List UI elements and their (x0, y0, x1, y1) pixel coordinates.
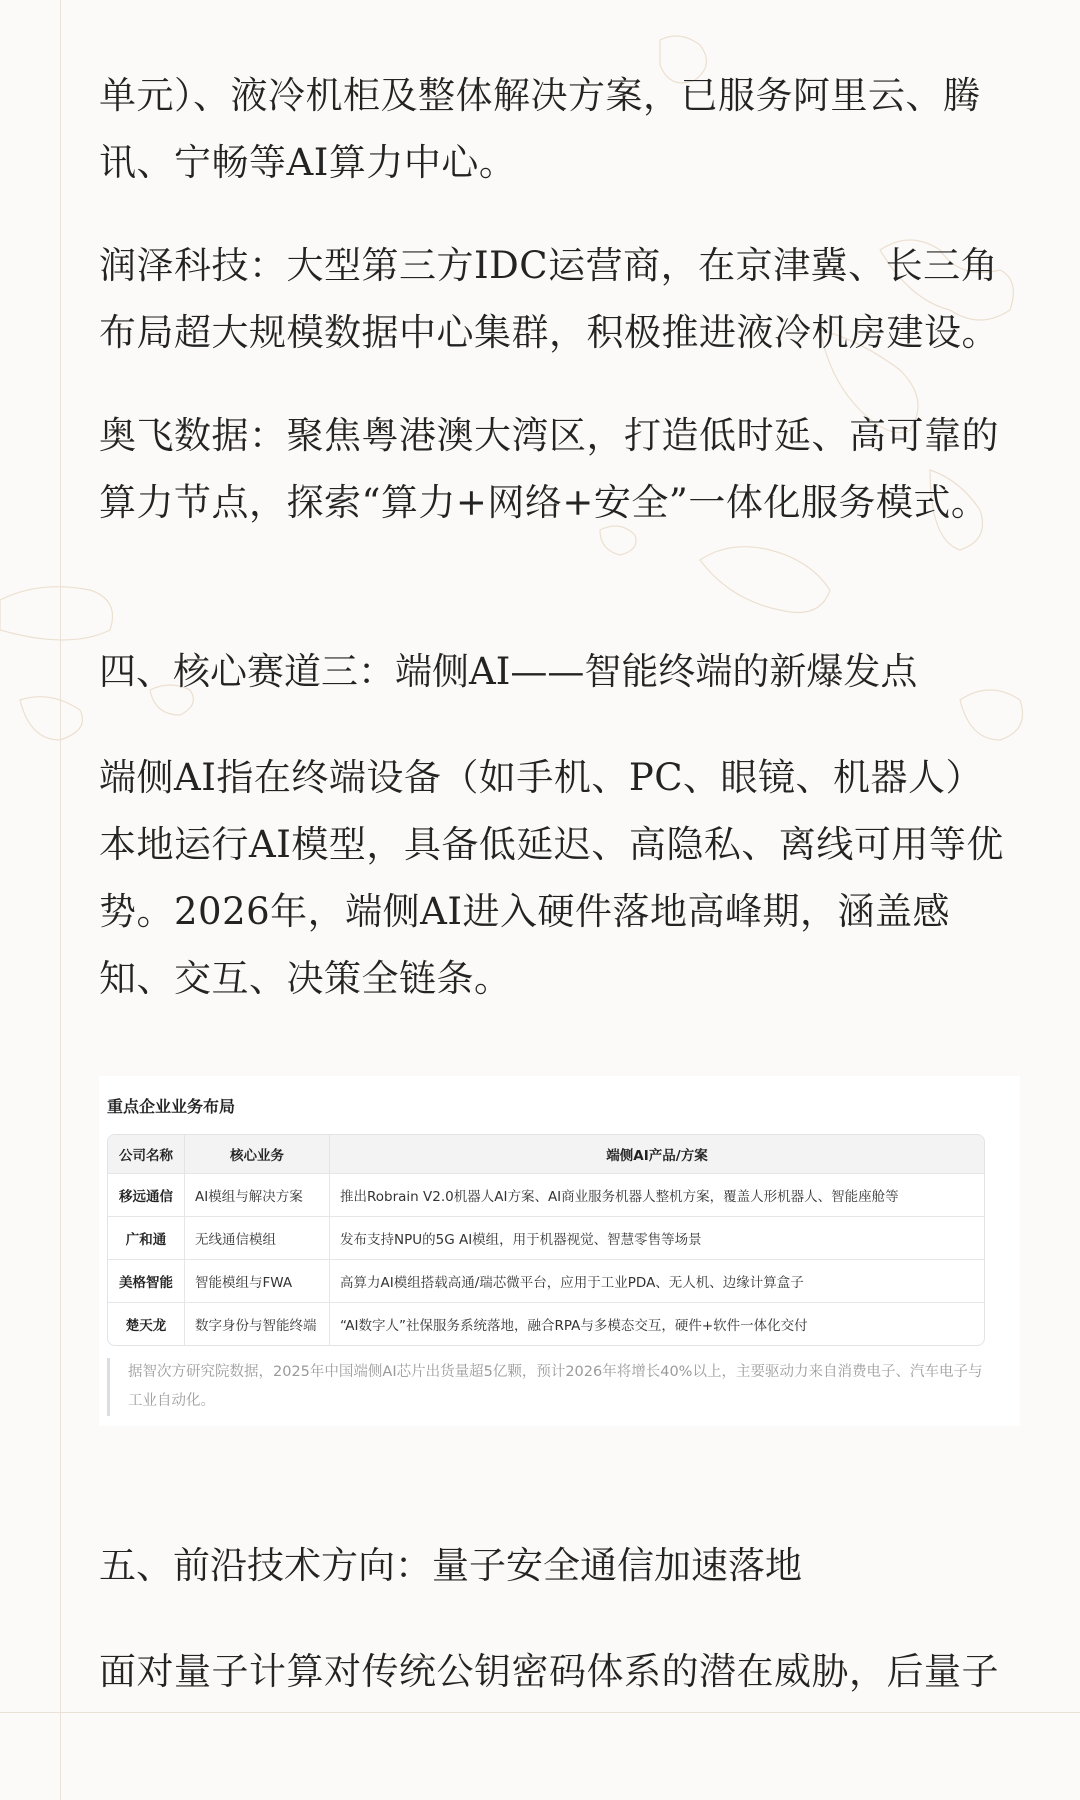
section-heading-edge-ai: 四、核心赛道三：端侧AI——智能终端的新爆发点 (99, 650, 918, 693)
paragraph-runze: 润泽科技：大型第三方IDC运营商，在京津冀、长三角布局超大规模数据中心集群，积极推进液冷机房建设。 (99, 244, 999, 354)
margin-rule-horizontal (0, 1712, 1080, 1713)
cell-product: 高算力AI模组搭载高通/瑞芯微平台，应用于工业PDA、无人机、边缘计算盒子 (330, 1260, 985, 1303)
table-row (108, 1174, 984, 1217)
paragraph-edge-ai: 端侧AI指在终端设备（如手机、PC、眼镜、机器人）本地运行AI模型，具备低延迟、高隐私、离线可用等优势。2026年，端侧AI进入硬件落地高峰期，涵盖感知、交互、决策全链条。 (99, 756, 1004, 1000)
section-heading-quantum: 五、前沿技术方向：量子安全通信加速落地 (99, 1544, 802, 1587)
cell-company: 楚天龙 (108, 1303, 185, 1346)
margin-rule-vertical (60, 0, 61, 1800)
cell-product: 推出Robrain V2.0机器人AI方案、AI商业服务机器人整机方案，覆盖人形机器人、智能座舱等 (330, 1174, 985, 1217)
table-row (108, 1303, 984, 1346)
header-company: 公司名称 (108, 1135, 185, 1174)
cell-company: 美格智能 (108, 1260, 185, 1303)
paragraph-aofei: 奥飞数据：聚焦粤港澳大湾区，打造低时延、高可靠的算力节点，探索“算力+网络+安全”一体化服务模式。 (99, 414, 999, 524)
cell-business: 无线通信模组 (185, 1217, 330, 1260)
cell-company: 广和通 (108, 1217, 185, 1260)
cell-business: 数字身份与智能终端 (185, 1303, 330, 1346)
paragraph-cooling-vendor: 单元）、液冷机柜及整体解决方案，已服务阿里云、腾讯、宁畅等AI算力中心。 (99, 74, 981, 184)
table-container (107, 1134, 985, 1346)
table-title: 重点企业业务布局 (107, 1097, 236, 1116)
table-header-row (108, 1135, 984, 1174)
header-core-business: 核心业务 (185, 1135, 330, 1174)
cell-business: AI模组与解决方案 (185, 1174, 330, 1217)
table-row (108, 1260, 984, 1303)
cell-company: 移远通信 (108, 1174, 185, 1217)
cell-business: 智能模组与FWA (185, 1260, 330, 1303)
cell-product: “AI数字人”社保服务系统落地，融合RPA与多模态交互，硬件+软件一体化交付 (330, 1303, 985, 1346)
cell-product: 发布支持NPU的5G AI模组，用于机器视觉、智慧零售等场景 (330, 1217, 985, 1260)
table-row (108, 1217, 984, 1260)
header-edge-ai-product: 端侧AI产品/方案 (330, 1135, 985, 1174)
company-table (108, 1135, 984, 1345)
company-table-card (99, 1076, 1020, 1426)
paragraph-quantum: 面对量子计算对传统公钥密码体系的潜在威胁，后量子 (99, 1650, 999, 1693)
data-source-note: 据智次方研究院数据，2025年中国端侧AI芯片出货量超5亿颗，预计2026年将增长40%以上，主要驱动力来自消费电子、汽车电子与工业自动化。 (107, 1358, 988, 1416)
